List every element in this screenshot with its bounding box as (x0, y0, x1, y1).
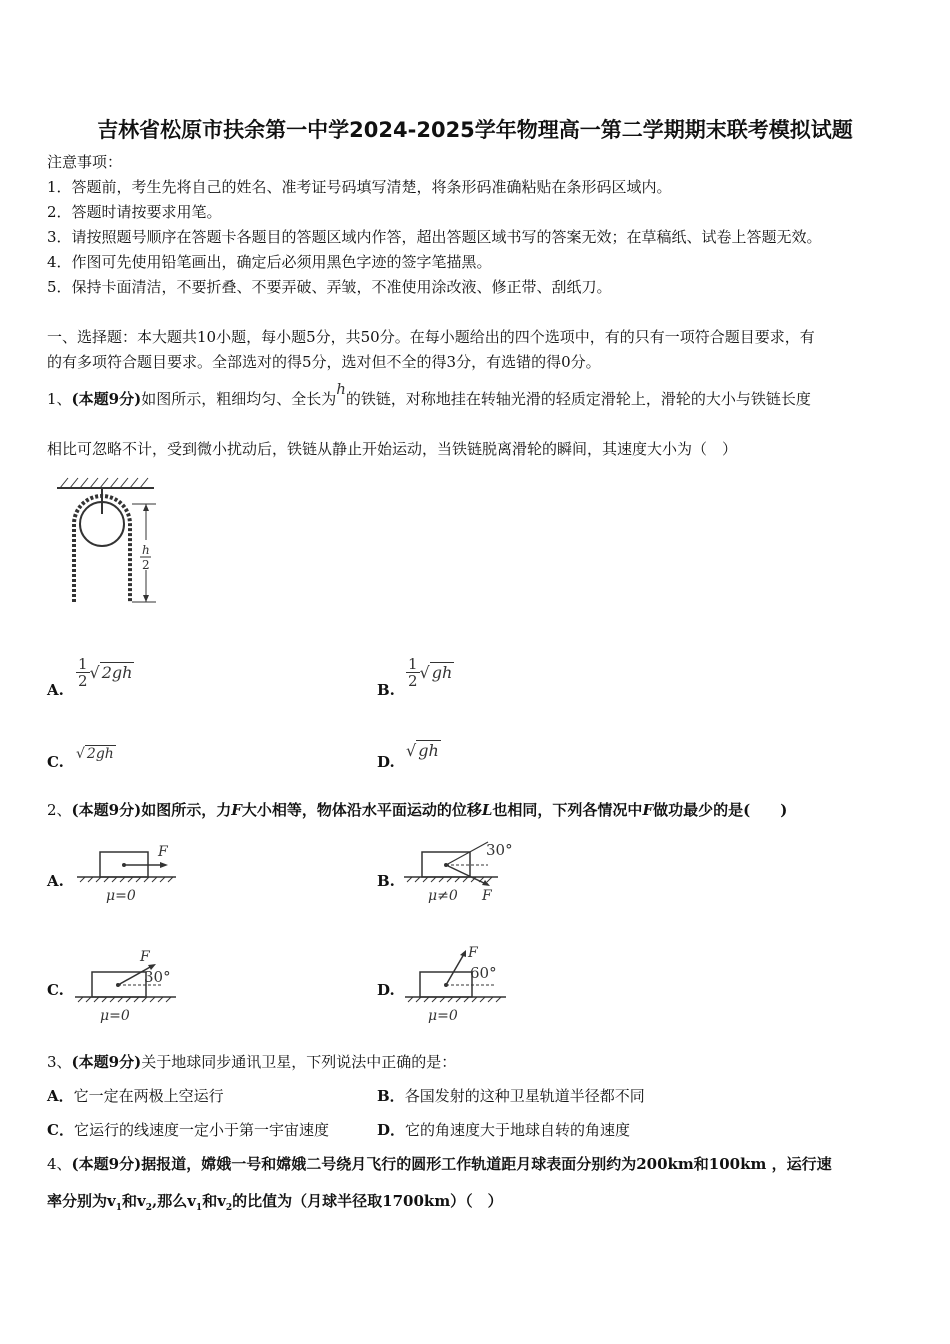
force-arrowhead (160, 862, 168, 868)
page-title: 吉林省松原市扶余第一中学2024-2025学年物理高一第二学期期末联考模拟试题 (97, 118, 853, 142)
force-label: F (482, 888, 492, 904)
force-label: F (468, 945, 478, 961)
q1-text-b: 的铁链，对称地挂在转轴光滑的轻质定滑轮上，滑轮的大小与铁链长度 (345, 390, 811, 408)
notice-heading: 注意事项： (47, 153, 123, 171)
q3-line (47, 1052, 456, 1072)
notice-item: 3．请按照题号顺序在答题卡各题目的答题区域内作答，超出答题区域书写的答案无效；在草稿纸、试卷上答题无效。 (47, 228, 822, 246)
force-vector (446, 954, 464, 985)
q2-score: (本题9分) (71, 801, 142, 819)
q1-option-d-label[interactable]: D. (377, 753, 395, 771)
section-intro-line1: 一、选择题：本大题共10小题，每小题5分，共50分。在每小题给出的四个选项中，有的只有一项符合题目要求，有 (47, 328, 815, 346)
q1-line1 (47, 380, 811, 409)
friction-label: μ≠0 (428, 888, 458, 904)
q2-text-b: 大小相等，物体沿水平面运动的位移 (241, 801, 482, 819)
q1-option-b-label[interactable]: B. (377, 681, 395, 699)
angle-line (446, 842, 488, 865)
q1-option-d-formula: √ gh (406, 741, 439, 760)
q1-option-b-formula: $\frac{1}{2}$ √ gh (408, 655, 453, 690)
q2-option-a-label[interactable]: A. (47, 872, 64, 890)
q2-option-a-figure (74, 842, 184, 906)
q1-var-h: h (336, 380, 346, 398)
notice-item: 2．答题时请按要求用笔。 (47, 203, 222, 221)
q1-chain-pulley-figure (52, 474, 162, 608)
q3-option-b[interactable]: B．各国发射的这种卫星轨道半径都不同 (377, 1087, 645, 1105)
q1-score: (本题9分) (71, 390, 142, 408)
q1-option-a-label[interactable]: A. (47, 681, 64, 699)
ceiling-hatch (60, 478, 148, 488)
q2-var-f: F (231, 801, 242, 819)
friction-label: μ=0 (428, 1008, 458, 1024)
q3-score: (本题9分) (71, 1053, 142, 1071)
force-arrowhead (460, 950, 466, 957)
force-label: F (158, 844, 168, 860)
q1-number: 1、 (47, 390, 72, 408)
q2-option-b-figure (402, 838, 524, 906)
q2-option-b-label[interactable]: B. (377, 872, 395, 890)
q2-option-d-figure (402, 940, 514, 1026)
angle-label: 30° (486, 841, 513, 859)
q2-option-d-label[interactable]: D. (377, 981, 395, 999)
notice-item: 5．保持卡面清洁，不要折叠、不要弄破、弄皱，不准使用涂改液、修正带、刮纸刀。 (47, 278, 612, 296)
q4-score: (本题9分) (71, 1155, 142, 1173)
q2-text-a: 如图所示，力 (141, 801, 232, 819)
q1-option-a-formula: $\frac{1}{2}$ √ 2gh (78, 655, 133, 690)
angle-label: 30° (144, 968, 171, 986)
q2-var-l: L (481, 801, 493, 819)
force-vector (446, 865, 486, 884)
q1-option-c-label[interactable]: C. (47, 753, 64, 771)
dim-label-num: h (142, 543, 150, 557)
q3-option-d[interactable]: D．它的角速度大于地球自转的角速度 (377, 1121, 631, 1139)
dim-arrow (143, 504, 149, 511)
q2-option-c-label[interactable]: C. (47, 981, 64, 999)
q2-line1 (47, 800, 787, 820)
notice-item: 1．答题前，考生先将自己的姓名、准考证号码填写清楚，将条形码准确粘贴在条形码区域内。 (47, 178, 672, 196)
q1-line2: 相比可忽略不计，受到微小扰动后，铁链从静止开始运动，当铁链脱离滑轮的瞬间，其速度大小为（ ） (47, 440, 738, 458)
q3-option-a[interactable]: A．它一定在两极上空运行 (47, 1087, 224, 1105)
q2-text-d: 做功最少的是( ) (653, 801, 788, 819)
q4-text-1: 据报道，嫦娥一号和嫦娥二号绕月飞行的圆形工作轨道距月球表面分别约为200km和100km ，运行速 (141, 1155, 832, 1173)
q1-text-a: 如图所示，粗细均匀、全长为 (141, 390, 337, 408)
q2-var-f: F (642, 801, 654, 819)
q2-number: 2、 (47, 801, 72, 819)
q3-option-c[interactable]: C．它运行的线速度一定小于第一宇宙速度 (47, 1121, 329, 1139)
angle-label: 60° (470, 964, 497, 982)
q1-option-c-formula: √ 2gh (76, 745, 114, 762)
friction-label: μ=0 (100, 1008, 130, 1024)
notice-item: 4．作图可先使用铅笔画出，确定后必须用黑色字迹的签字笔描黑。 (47, 253, 492, 271)
q4-number: 4、 (47, 1155, 72, 1173)
force-label: F (140, 949, 150, 965)
q4-line1 (47, 1154, 832, 1174)
friction-label: μ=0 (106, 888, 136, 904)
section-intro-line2: 的有多项符合题目要求。全部选对的得5分，选对但不全的得3分，有选错的得0分。 (47, 353, 601, 371)
q3-text: 关于地球同步通讯卫星，下列说法中正确的是： (141, 1053, 457, 1071)
q2-option-c-figure (72, 944, 187, 1026)
q2-text-c: 也相同，下列各情况中 (492, 801, 643, 819)
q3-number: 3、 (47, 1053, 72, 1071)
q4-line2: 率分别为$v_1$和$v_2$,那么$v_1$和$v_2$的比值为（月球半径取1700km）（ ） (47, 1192, 503, 1213)
dim-arrow (143, 595, 149, 602)
dim-label-den: 2 (142, 558, 150, 572)
